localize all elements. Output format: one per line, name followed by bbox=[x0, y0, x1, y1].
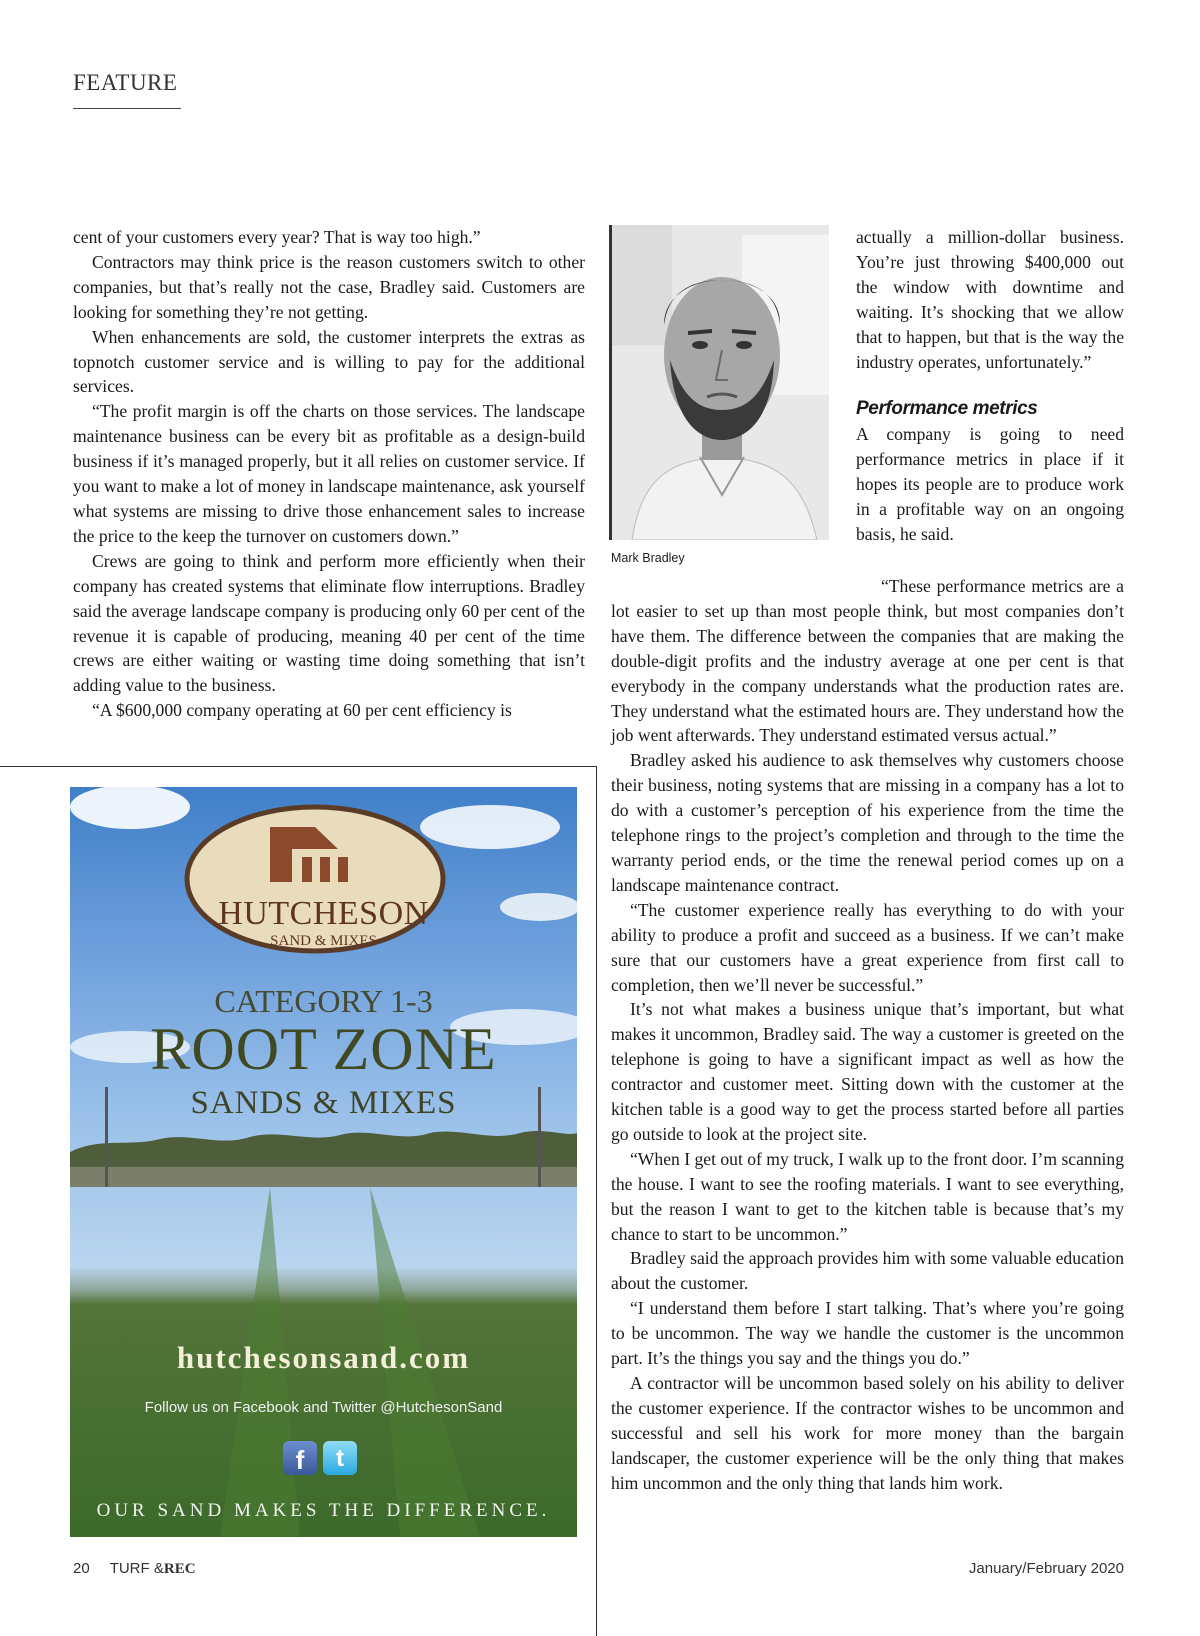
ad-url-link[interactable]: hutchesonsand.com bbox=[176, 1340, 471, 1375]
paragraph: Contractors may think price is the reason customers switch to other companies, but that’s really not the case, Bradley said. Customers are looking for something they’re not getting. bbox=[73, 251, 585, 322]
ad-frame-top-border bbox=[0, 766, 596, 767]
footer-left bbox=[73, 1560, 196, 1578]
paragraph: “When I get out of my truck, I walk up to the front door. I’m scanning the house. I want to see the roofing materials. I want to see everything, but the reason I want to get to the kitchen table is because that’s my chance to start to be uncommon.” bbox=[611, 1148, 1124, 1244]
issue-date: January/February 2020 bbox=[968, 1560, 1124, 1577]
paragraph: Bradley asked his audience to ask themselves why customers choose their business, noting systems that are missing in a company has a lot to do with a customer’s perception of his experience from the time the telephone rings to the project’s completion and through to the time the warranty period ends, or the time the renewal period comes up on a landscape maintenance contract. bbox=[611, 750, 1124, 895]
paragraph: “A $600,000 company operating at 60 per cent efficiency is bbox=[92, 700, 512, 721]
paragraph: A company is going to need performance metrics in place if it hopes its people are to produce work in a profitable way on an ongoing basis, he said. bbox=[856, 424, 1124, 545]
article-right-column bbox=[611, 574, 1124, 1496]
paragraph: “The customer experience really has everything to do with your ability to produce a profit and succeed as a business. If we can’t make sure that our customers have a great experience from first call to completion, then we’ll never be successful.” bbox=[611, 899, 1124, 995]
paragraph: “These performance metrics are a lot easier to set up than most people think, but most companies don’t have them. The difference between the companies that are making the double-digit profits and the industry average at one per cent is that everybody in the company understands what the production rates are. They understand what the estimated hours are. They understand how the job went afterwards. They understand estimated versus actual.” bbox=[611, 576, 1124, 746]
article-left-column bbox=[73, 225, 585, 723]
ad-subheadline: SANDS & MIXES bbox=[190, 1085, 457, 1121]
photo-caption: Mark Bradley bbox=[611, 551, 685, 565]
magazine-name-prefix: TURF & bbox=[109, 1560, 164, 1577]
paragraph: Crews are going to think and perform more efficiently when their company has created systems that eliminate flow interruptions. Bradley said the average landscape company is producing only 60 per cent of the revenue it is capable of producing, meaning 40 per cent of the time crews are either waiting or wasting time doing something that isn’t adding value to the business. bbox=[73, 550, 585, 696]
paragraph: “The profit margin is off the charts on those services. The landscape maintenance business can be every bit as profitable as a design-build business if it’s managed properly, but it all relies on customer service. If you want to make a lot of money in landscape maintenance, ask yourself what systems are missing to drive those enhancement sales to increase the price to the keep the turnover on customers down.” bbox=[73, 401, 585, 546]
advertisement[interactable] bbox=[70, 787, 577, 1537]
article-right-top-column bbox=[856, 225, 1124, 547]
paragraph: When enhancements are sold, the customer interprets the extras as topnotch customer service and is willing to pay for the additional services. bbox=[73, 326, 585, 397]
ad-category: CATEGORY 1-3 bbox=[214, 983, 433, 1019]
paragraph: cent of your customers every year? That is way too high.” bbox=[73, 227, 481, 247]
ad-headline: ROOT ZONE bbox=[150, 1016, 497, 1082]
paragraph: actually a million-dollar business. You’re just throwing $400,000 out the window with downtime and waiting. It’s shocking that we allow that to happen, but that is the way the industry operates, unfortunately.” bbox=[856, 227, 1124, 372]
paragraph: A contractor will be uncommon based solely on his ability to deliver the customer experience. If the contractor wishes to be uncommon and successful and sell his work for more money than the bargain landscaper, the customer experience will be the only thing that makes him uncommon and the only thing that lands him work. bbox=[611, 1373, 1124, 1493]
magazine-name-suffix: REC bbox=[163, 1561, 196, 1577]
portrait-illustration bbox=[612, 225, 829, 540]
paragraph: “I understand them before I start talking. That’s where you’re going to be uncommon. The way we handle the customer is the uncommon part. It’s the things you say and the things you do.” bbox=[611, 1298, 1124, 1369]
section-label: FEATURE bbox=[73, 70, 178, 95]
paragraph: It’s not what makes a business unique that’s important, but what makes it uncommon, Bradley said. The way a customer is greeted on the telephone is going to have a significant impact as well as how the contractor and customer meet. Sitting down with the customer at the kitchen table is a good way to get the process started before all parties go outside to look at the project site. bbox=[611, 999, 1124, 1144]
portrait-photo bbox=[609, 225, 829, 540]
ad-frame-right-border bbox=[596, 766, 597, 1636]
twitter-icon[interactable]: t bbox=[323, 1441, 357, 1475]
paragraph: Bradley said the approach provides him with some valuable education about the customer. bbox=[611, 1248, 1124, 1294]
subheading: Performance metrics bbox=[856, 398, 1038, 420]
ad-brand: HUTCHESON bbox=[218, 895, 429, 932]
page-number: 20 bbox=[73, 1560, 90, 1577]
ad-tagline: OUR SAND MAKES THE DIFFERENCE. bbox=[96, 1500, 551, 1521]
facebook-icon[interactable]: f bbox=[283, 1441, 317, 1475]
ad-brand-sub: SAND & MIXES bbox=[270, 933, 377, 949]
ad-follow-text: Follow us on Facebook and Twitter @HutchesonSand bbox=[144, 1399, 503, 1416]
section-rule bbox=[73, 108, 181, 109]
